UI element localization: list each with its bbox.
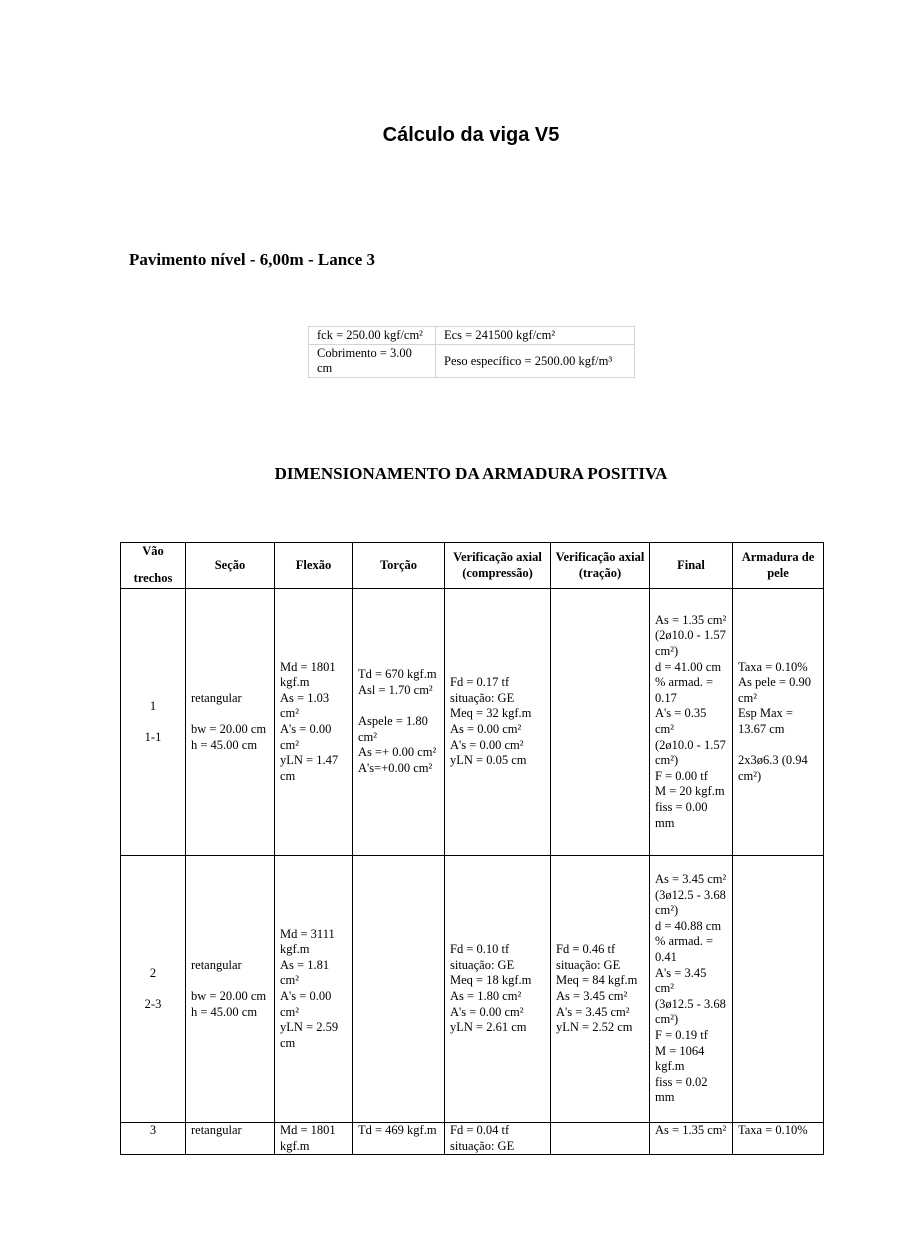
positive-reinforcement-title: DIMENSIONAMENTO DA ARMADURA POSITIVA <box>274 464 668 483</box>
table-row <box>121 856 824 1123</box>
cell-torcao <box>353 856 445 1123</box>
table-header-row <box>121 543 824 589</box>
header-vao <box>121 543 186 589</box>
cell-vao: 2 2-3 <box>121 856 186 1123</box>
document-title: Cálculo da viga V5 <box>382 124 560 146</box>
cell-secao: retangular bw = 20.00 cm h = 45.00 cm <box>186 589 275 856</box>
parameters-table <box>308 326 635 378</box>
cell-torcao: Td = 670 kgf.m Asl = 1.70 cm² Aspele = 1.80 cm² As =+ 0.00 cm² A's=+0.00 cm² <box>353 589 445 856</box>
cell-flexao: Md = 1801 kgf.m <box>275 1123 353 1155</box>
cell-flexao: Md = 3111 kgf.m As = 1.81 cm² A's = 0.00 cm² yLN = 2.59 cm <box>275 856 353 1123</box>
cell-ver-compressao: Fd = 0.04 tf situação: GE <box>445 1123 551 1155</box>
cell-armadura-pele: Taxa = 0.10% As pele = 0.90 cm² Esp Max = 13.67 cm 2x3ø6.3 (0.94 cm²) <box>733 589 824 856</box>
cell-secao: retangular bw = 20.00 cm h = 45.00 cm <box>186 856 275 1123</box>
cell-flexao: Md = 1801 kgf.m As = 1.03 cm² A's = 0.00 cm² yLN = 1.47 cm <box>275 589 353 856</box>
section-title: Pavimento nível - 6,00m - Lance 3 <box>129 250 375 269</box>
header-ver-compressao: Verificação axial (compressão) <box>445 543 551 589</box>
header-ver-tracao: Verificação axial (tração) <box>551 543 650 589</box>
table-row <box>121 589 824 856</box>
table-row <box>121 1123 824 1155</box>
param-cobrimento: Cobrimento = 3.00 cm <box>309 345 436 378</box>
header-vao-bottom: trechos <box>133 571 173 586</box>
header-torcao: Torção <box>353 543 445 589</box>
param-peso-especifico: Peso específico = 2500.00 kgf/m³ <box>436 345 635 378</box>
param-ecs: Ecs = 241500 kgf/cm² <box>436 327 635 345</box>
cell-ver-tracao: Fd = 0.46 tf situação: GE Meq = 84 kgf.m As = 3.45 cm² A's = 3.45 cm² yLN = 2.52 cm <box>551 856 650 1123</box>
cell-torcao: Td = 469 kgf.m <box>353 1123 445 1155</box>
cell-final: As = 3.45 cm² (3ø12.5 - 3.68 cm²) d = 40.88 cm % armad. = 0.41 A's = 3.45 cm² (3ø12.5 - 3.68 cm²) F = 0.19 tf M = 1064 kgf.m fiss = 0.02 mm <box>650 856 733 1123</box>
cell-ver-tracao <box>551 589 650 856</box>
parameters-row <box>309 345 635 378</box>
cell-final: As = 1.35 cm² (2ø10.0 - 1.57 cm²) d = 41.00 cm % armad. = 0.17 A's = 0.35 cm² (2ø10.0 - 1.57 cm²) F = 0.00 tf M = 20 kgf.m fiss = 0.00 mm <box>650 589 733 856</box>
cell-ver-tracao <box>551 1123 650 1155</box>
cell-vao: 1 1-1 <box>121 589 186 856</box>
cell-ver-compressao: Fd = 0.17 tf situação: GE Meq = 32 kgf.m As = 0.00 cm² A's = 0.00 cm² yLN = 0.05 cm <box>445 589 551 856</box>
cell-armadura-pele <box>733 856 824 1123</box>
cell-armadura-pele: Taxa = 0.10% <box>733 1123 824 1155</box>
cell-ver-compressao: Fd = 0.10 tf situação: GE Meq = 18 kgf.m As = 1.80 cm² A's = 0.00 cm² yLN = 2.61 cm <box>445 856 551 1123</box>
header-vao-top: Vão <box>142 544 164 558</box>
parameters-row <box>309 327 635 345</box>
positive-reinforcement-table <box>120 542 824 1155</box>
header-flexao: Flexão <box>275 543 353 589</box>
cell-final: As = 1.35 cm² <box>650 1123 733 1155</box>
header-armadura-pele: Armadura de pele <box>733 543 824 589</box>
header-secao: Seção <box>186 543 275 589</box>
cell-vao: 3 <box>121 1123 186 1155</box>
param-fck: fck = 250.00 kgf/cm² <box>309 327 436 345</box>
header-final: Final <box>650 543 733 589</box>
cell-secao: retangular <box>186 1123 275 1155</box>
